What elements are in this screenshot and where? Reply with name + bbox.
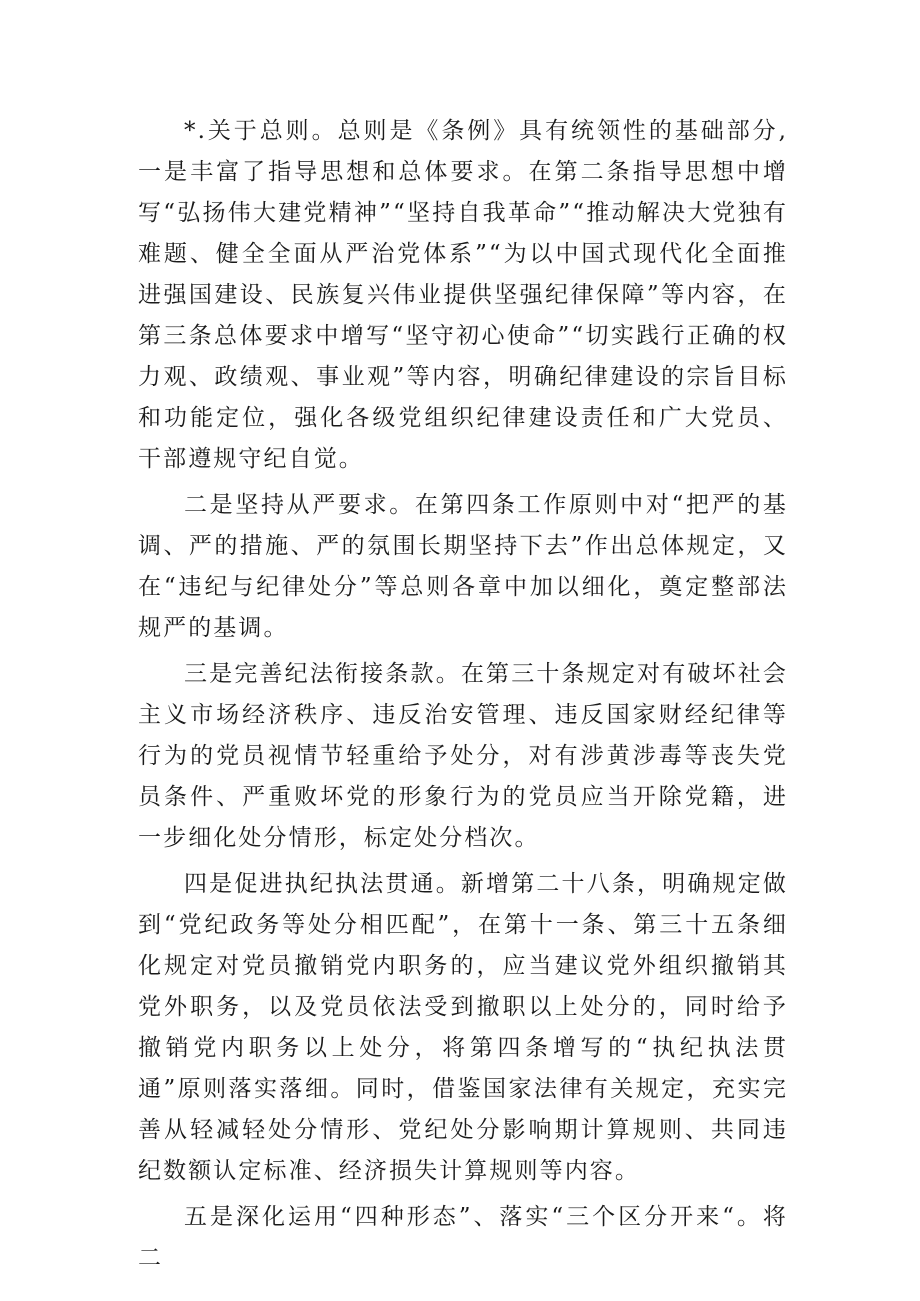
paragraph-general-provisions: *.关于总则。总则是《条例》具有统领性的基础部分,一是丰富了指导思想和总体要求。在第二条指导思想中增写“弘扬伟大建党精神”“坚持自我革命”“推动解决大党独有难题、健全全面从严治党体系”“为以中国式现代化全面推进强国建设、民族复兴伟业提供坚强纪律保障”等内容，在第三条总体要求中增写“坚守初心使命”“切实践行正确的权力观、政绩观、事业观”等内容，明确纪律建设的宗旨目标和功能定位，强化各级党组织纪律建设责任和广大党员、干部遵规守纪自觉。 [138,118,788,472]
paragraph-enforcement-coordination: 四是促进执纪执法贯通。新增第二十八条，明确规定做到“党纪政务等处分相匹配”，在第十一条、第三十五条细化规定对党员撤销党内职务的，应当建议党外组织撤销其党外职务，以及党员依法受到撤职以上处分的，同时给予撤销党内职务以上处分，将第四条增写的“执纪执法贯通”原则落实落细。同时，借鉴国家法律有关规定，充实完善从轻减轻处分情形、党纪处分影响期计算规则、共同违纪数额认定标准、经济损失计算规则等内容。 [138,871,788,1184]
paragraph-four-forms: 五是深化运用“四种形态”、落实“三个区分开来“。将二 [138,1204,788,1271]
paragraph-discipline-law-connection: 三是完善纪法衔接条款。在第三十条规定对有破坏社会主义市场经济秩序、违反治安管理、违反国家财经纪律等行为的党员视情节轻重给予处分，对有涉黄涉毒等丧失党员条件、严重败坏党的形象行为的党员应当开除党籍，进一步细化处分情形，标定处分档次。 [138,661,788,851]
document-body [138,111,788,1279]
paragraph-strict-requirements: 二是坚持从严要求。在第四条工作原则中对“把严的基调、严的措施、严的氛围长期坚持下去”作出总体规定，又在“违纪与纪律处分”等总则各章中加以细化，奠定整部法规严的基调。 [138,492,788,641]
